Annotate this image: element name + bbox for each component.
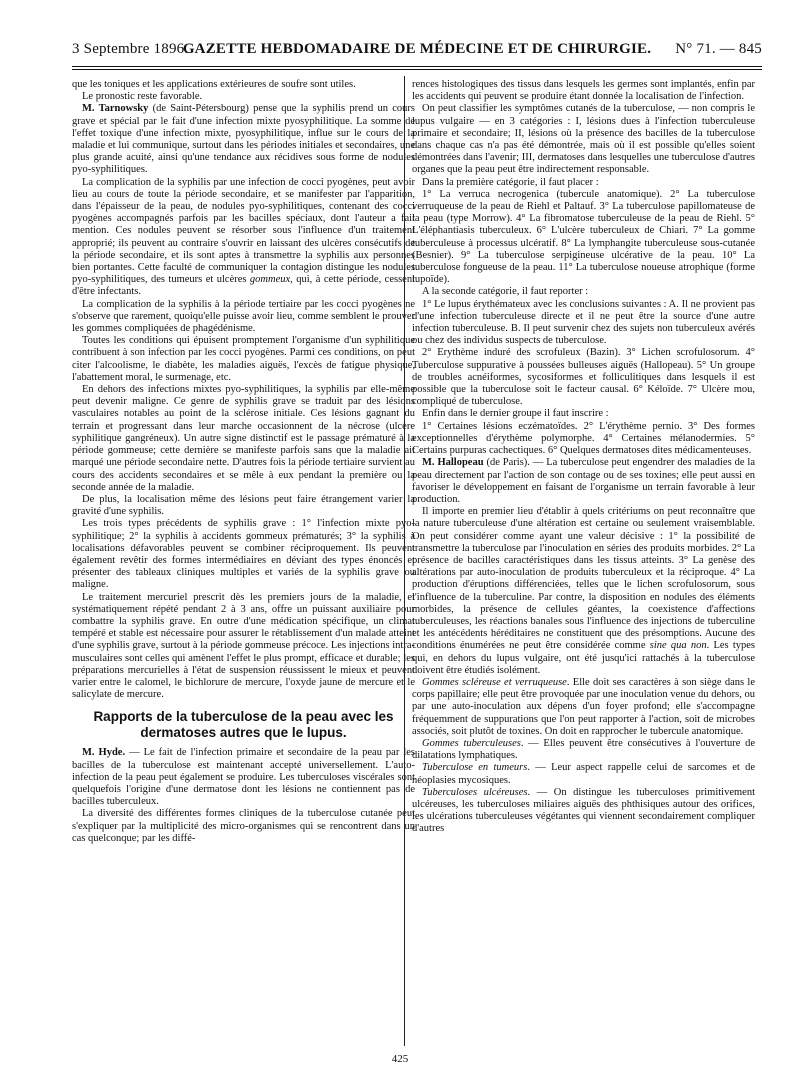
header-issue-page: N° 71. — 845 <box>675 41 762 57</box>
author-name: M. Hallopeau <box>422 457 484 469</box>
paragraph: Le pronostic reste favorable. <box>82 91 203 103</box>
subsection-label: Tuberculoses ulcéreuses <box>422 786 528 798</box>
subsection-label: Gommes tuberculeuses <box>422 737 521 749</box>
paragraph: Enfin dans le dernier groupe il faut inscrire : <box>422 408 609 420</box>
paragraph: Le traitement mercuriel prescrit dès les premiers jours de la maladie, et systématiquement répété pendant 2 à 3 ans, offre un puissant auxiliaire pour combattre la syphilis grave. En outre d'une médication spécifique, un climat tempéré et stable est nécessaire pour assurer le rétablissement d'un malade atteint d'une syphilis grave, surtout à la période gommeuse précoce. Les injections intra-musculaires sont celles qui amènent l'effet le plus prompt, efficace et durable; les préparations mercurielles à l'état de suspension réussissent le mieux et peuvent varier entre le calomel, le bichlorure de mercure, l'oxyde jaune de mercure et le salicylate de mercure. <box>72 591 415 701</box>
paragraph: Il importe en premier lieu d'établir à quels critériums on peut reconnaître que la nature tuberculeuse d'une altération est certaine ou seulement vraisemblable. On peut considérer comme ayant une valeur décisive : 1° la possibilité de transmettre la tuberculose par l'inoculation en séries des produits morbides. 2° La présence de bacilles caractéristiques dans les tissus atteints. 3° La genèse des altérations par auto-inoculation de produits tuberculeux et la réciproque. 4° La production d'éruptions différenciées, telles que le lichen scrofulosorum, sous l'influence de la tuberculine. Par contre, la disposition en nodules des éléments morbides, la présence de cellules géantes, la coexistence d'affections tuberculeuses, les réactions banales sous l'influence des injections de tuberculine et les antécédents héréditaires ne constituent que des présomptions. Aucune des conditions énumérées ne peut être considérée comme sine qua non. Les types qui, en dehors du lupus vulgaire, ont été jusqu'ici rattachés à la tuberculose doivent être étudiés isolément. <box>412 506 756 676</box>
paragraph: 1° La verruca necrogenica (tubercule anatomique). 2° La tuberculose verruqueuse de la peau de Riehl et Paltauf. 3° La tuberculose papillomateuse de la peau (type Morrow). 4° La fibromatose tuberculeuse de la peau de Riehl. 5° L'éléphantiasis tuberculeux. 6° L'ulcère tuberculeux de Chiari. 7° La gomme tuberculeuse à processus ulcératif. 8° La lymphangite tuberculeuse sous-cutanée (Besnier). 9° La tuberculose serpigineuse ulcérative de la peau. 10° La tuberculose fongueuse de la peau. 11° La tuberculose noueuse atrophique (forme lupoïde). <box>412 188 755 286</box>
section-heading: Rapports de la tuberculose de la peau avec les dermatoses autres que le lupus. <box>93 709 394 741</box>
paragraph: Tuberculose en tumeurs. — Leur aspect rappelle celui de sarcomes et de néoplasies mycosiques. <box>412 762 755 786</box>
subsection-label: Gommes scléreuse et verruqueuse <box>422 676 567 688</box>
header-rule <box>72 66 762 67</box>
right-column <box>412 79 755 836</box>
paragraph: Dans la première catégorie, il faut placer : <box>422 176 599 188</box>
paragraph: 2° Erythème induré des scrofuleux (Bazin). 3° Lichen scrofulosorum. 4° Tuberculose suppurative à poussées bulleuses aiguës (Hallopeau). 5° Un groupe de troubles acnéiformes, sycosiformes et folliculitiques dans lesquels il est possible que la tuberculose soit le facteur causal. 6° Kéloïde. 7° Ulcère mou, compliqué de tuberculose. <box>412 347 755 408</box>
paragraph: Toutes les conditions qui épuisent promptement l'organisme d'un syphilitique contribuent à son infection par les cocci pyogènes. Parmi ces conditions, on peut citer l'alcoolisme, le diabète, les maladies aiguës, l'excès de fatigue physique, l'abattement moral, le surmenage, etc. <box>72 335 415 383</box>
header-rule-double <box>72 69 762 70</box>
paragraph: La complication de la syphilis à la période tertiaire par les cocci pyogènes ne s'observe que rarement, quoiqu'elle puisse avoir lieu, comme semblent le prouver les gommes compliquées de phagédénisme. <box>72 298 415 335</box>
paragraph: Gommes tuberculeuses. — Elles peuvent être consécutives à l'ouverture de dilatations lymphatiques. <box>412 737 755 762</box>
paragraph: On peut classifier les symptômes cutanés de la tuberculose, — non compris le lupus vulgaire — en 3 catégories : I, lésions dues à l'infection tuberculeuse primaire et secondaire; II, lésions où la présence des bacilles de la tuberculose dans chaque cas n'a pas été démontrée, mais où il est possible qu'elles soient démontrées dans l'avenir; III, dermatoses dans lesquelles une tuberculose d'autres organes que la peau peut être indirectement responsable. <box>412 103 755 176</box>
paragraph: M. Tarnowsky (de Saint-Pétersbourg) pense que la syphilis prend un cours grave et spécial par le fait d'une infection mixte pyosyphilitique. La somme de l'effet toxique d'une infection mixte, pyosyphilitique, influe sur le cours de la maladie et lui communique, surtout dans les périodes initiales et secondaires, une plus grande acuité, ainsi qu'une tendance aux récidives sous forme de nodules pyo-syphilitiques. <box>72 103 415 176</box>
paragraph: Gommes scléreuse et verruqueuse. Elle doit ses caractères à son siège dans le corps papillaire; elle peut être provoquée par une inoculation venue du dehors, ou par une auto-inoculation aux dépens d'un foyer profond; elle s'accompagne fréquemment de suppurations que l'on peut rapporter à l'action, soit de microbes associés, soit plutôt de toxines. On doit en rapprocher le tubercule anatomique. <box>412 676 756 737</box>
paragraph: M. Hallopeau (de Paris). — La tuberculose peut engendrer des maladies de la peau directement par l'action de son contage ou de ses toxines; elle peut aussi en favoriser le développement en faisant de l'organisme un terrain favorable à leur production. <box>412 457 755 505</box>
author-name: M. Hyde. <box>82 747 126 759</box>
paragraph: Tuberculoses ulcéreuses. — On distingue les tuberculoses primitivement ulcéreuses, les tuberculoses miliaires aiguës des phthisiques autour des orifices, les ulcérations tuberculeuses végétantes qui viennent secondairement compliquer d'autres <box>412 786 755 835</box>
paragraph: La complication de la syphilis par une infection de cocci pyogènes, peut avoir lieu au cours de toute la période secondaire, et se manifester par l'apparition, dans l'épaisseur de la peau, de nodules pyo-syphilitiques, contenant des cocci pyogènes accompagnés parfois par les bacilles spéciaux, dont l'auteur a fait mention. Ces nodules peuvent se résorber sous l'influence d'un traitement approprié; ils peuvent au contraire s'ouvrir en laissant des ulcères consécutifs de la période secondaire, et ils sont aptes à transmettre la syphilis aux personnes bien portantes. Cette faculté de communiquer la contagion distingue les nodules pyo-syphilitiques, des tumeurs et ulcères gommeux, qui, à cette période, cessent d'être infectants. <box>72 176 415 298</box>
paragraph: 1° Le lupus érythémateux avec les conclusions suivantes : A. Il ne provient pas d'une infection tuberculeuse directe et il ne peut être la source d'une autre infection tuberculeuse. B. Il peut survenir chez des sujets non tuberculeux avérés ou chez des individus suspects de tuberculose. <box>412 298 755 347</box>
paragraph: Les trois types précédents de syphilis grave : 1° l'infection mixte pyo-syphilitique; 2° la syphilis à accidents gommeux prématurés; 3° la syphilis à localisations défavorables peuvent se combiner réciproquement. Ils peuvent également revêtir des formes intermédiaires en déviant des types énoncés et présenter des tableaux cliniques multiples et variés de la syphilis grave ou maligne. <box>72 518 415 591</box>
paragraph: La diversité des différentes formes cliniques de la tuberculose cutanée peut s'expliquer par la multiplicité des micro-organismes qui se rencontrent dans un cas quelconque; par les diffé- <box>72 808 415 844</box>
left-column <box>72 79 415 845</box>
paragraph: En dehors des infections mixtes pyo-syphilitiques, la syphilis par elle-même peut devenir maligne. Ce genre de syphilis grave se traduit par des lésions vasculaires notables au point de la sclérose initiale. Ces lésions gagnant du terrain et progressant dans leur marche occasionnent de la nécrose (ulcère syphilitique gangréneux). Un autre signe distinctif est le passage prématuré à la période gommeuse; cette dernière se manifeste parfois sans que la maladie ait marqué une période secondaire nette. D'autres fois la période tertiaire survient au cours des accidents secondaires et se mêle à eux pendant la première ou la seconde année de la maladie. <box>72 384 415 493</box>
header-journal-title: GAZETTE HEBDOMADAIRE DE MÉDECINE ET DE CHIRURGIE. <box>182 41 652 57</box>
paragraph: que les toniques et les applications extérieures de soufre sont utiles. <box>72 79 356 90</box>
paragraph: De plus, la localisation même des lésions peut faire étrangement varier la gravité d'une syphilis. <box>72 493 415 518</box>
column-divider <box>404 76 405 1046</box>
author-name: M. Tarnowsky <box>82 103 149 115</box>
page-number: 425 <box>391 1053 409 1065</box>
running-header <box>72 38 762 60</box>
subsection-label: Tuberculose en tumeurs <box>422 762 528 774</box>
header-date: 3 Septembre 1896. <box>72 41 189 57</box>
paragraph: A la seconde catégorie, il faut reporter : <box>422 286 589 298</box>
paragraph: 1° Certaines lésions eczématoïdes. 2° L'érythème pernio. 3° Des formes exceptionnelles d'érythème polymorphe. 4° Certaines mélanodermies. 5° Certains purpuras cachectiques. 6° Quelques dermatoses dites médicamenteuses. <box>412 420 755 457</box>
paragraph: M. Hyde. — Le fait de l'infection primaire et secondaire de la peau par les bacilles de la tuberculose est maintenant accepté universellement. L'auto-infection de la peau peut également se produire. Les tuberculoses viscérales sont quelquefois l'origine d'une dermatose dont les lésions ne contiennent pas de bacilles tuberculeux. <box>72 747 415 808</box>
paragraph: rences histologiques des tissus dans lesquels les germes sont implantés, enfin par les accidents qui peuvent se produire étant donnée la localisation de l'infection. <box>412 79 755 103</box>
